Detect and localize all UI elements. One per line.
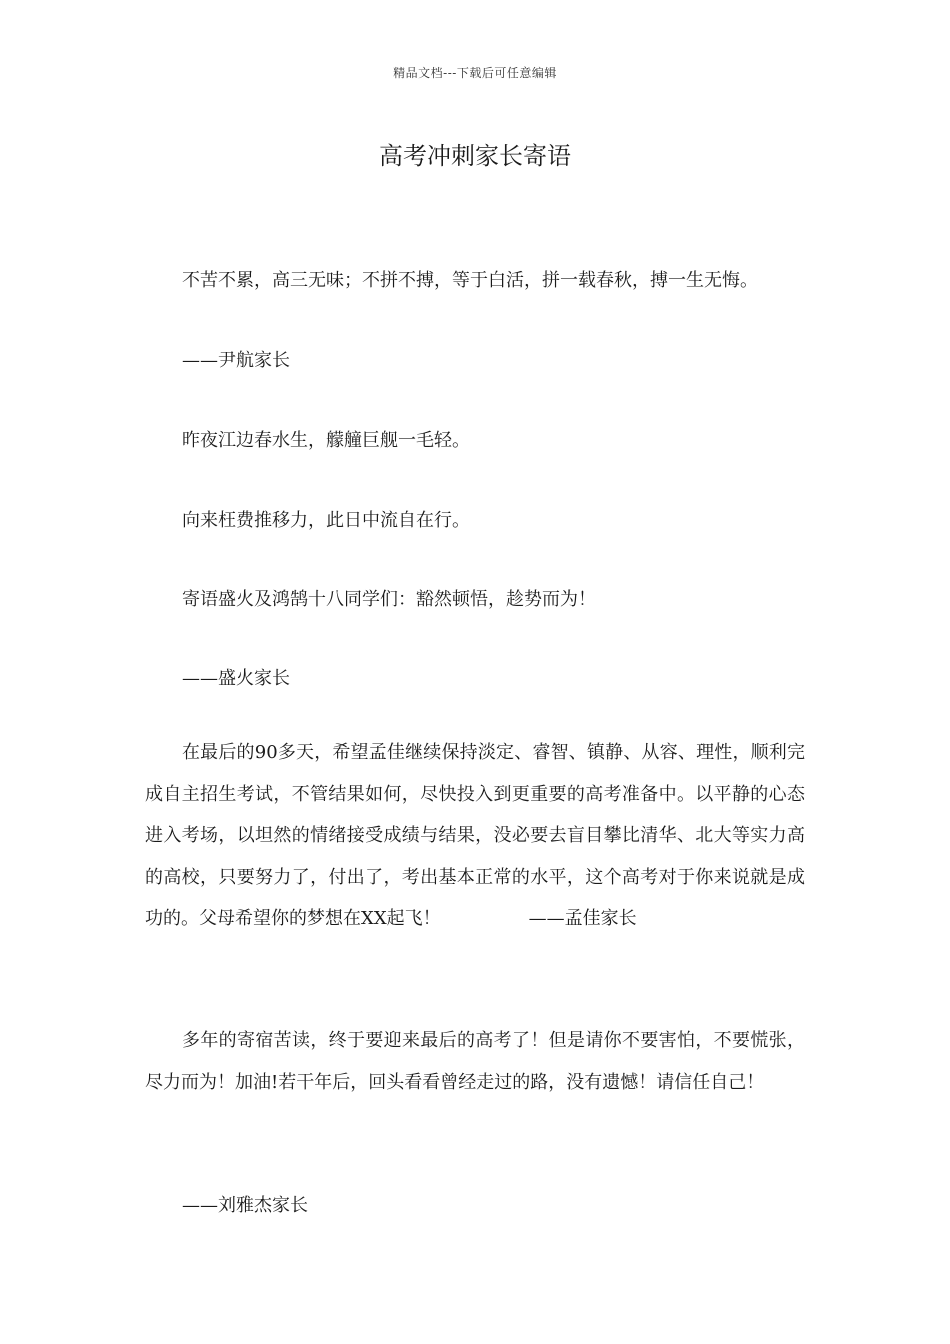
poem-line-3: 寄语盛火及鸿鹄十八同学们：豁然顿悟，趁势而为！ — [182, 589, 596, 610]
signature-meng-jia: ——孟佳家长 — [528, 908, 637, 929]
page-header-note: 精品文档---下载后可任意编辑 — [393, 66, 557, 80]
document-title: 高考冲刺家长寄语 — [379, 142, 571, 170]
paragraph-text: 多年的寄宿苦读，终于要迎来最后的高考了！但是请你不要害怕，不要慌张，尽力而为！加油!若干年后，回头看看曾经走过的路，没有遗憾！请信任自己！ — [145, 1030, 805, 1093]
message-paragraph-liu-yajie — [145, 1020, 805, 1103]
message-paragraph-meng-jia — [145, 732, 805, 940]
signature-liu-yajie: ——刘雅杰家长 — [182, 1195, 308, 1216]
signature-sheng-huo: ——盛火家长 — [182, 668, 290, 689]
poem-line-1: 昨夜江边春水生，艨艟巨舰一毛轻。 — [182, 430, 470, 451]
poem-line-2: 向来枉费推移力，此日中流自在行。 — [182, 510, 470, 531]
paragraph-text: 在最后的90多天，希望孟佳继续保持淡定、睿智、镇静、从容、理性，顺利完成自主招生考试，不管结果如何，尽快投入到更重要的高考准备中。以平静的心态进入考场，以坦然的情绪接受成绩与结果，没必要去盲目攀比清华、北大等实力高的高校，只要努力了，付出了，考出基本正常的水平，这个高考对于你来说就是成功的。父母希望你的梦想在XX起飞！ — [145, 742, 805, 929]
message-line-1: 不苦不累，高三无味；不拼不搏，等于白活，拼一载春秋，搏一生无悔。 — [182, 270, 758, 291]
signature-yin-hang: ——尹航家长 — [182, 350, 290, 371]
